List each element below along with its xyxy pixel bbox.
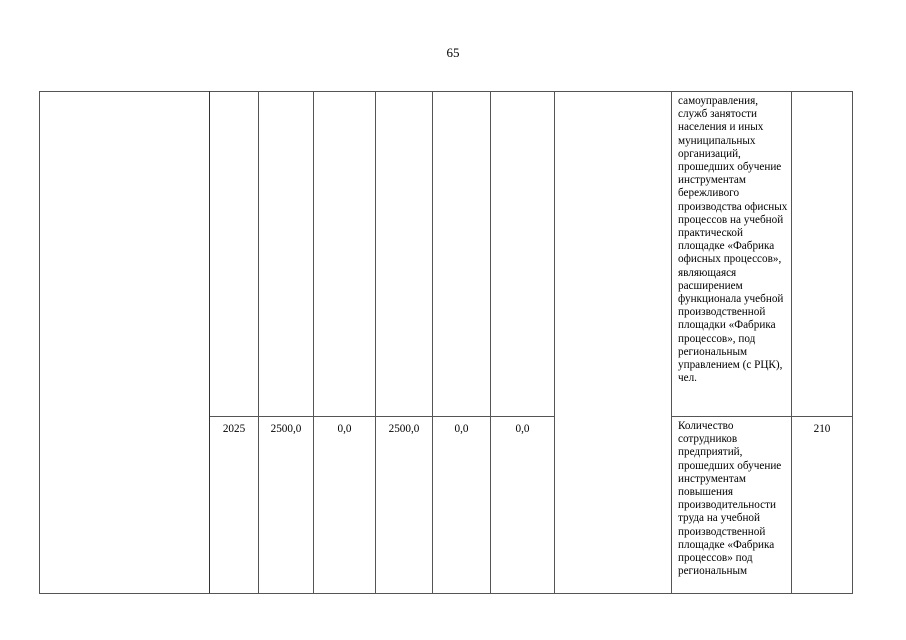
- extrabudget-cell: 0,0: [491, 417, 555, 594]
- regional-budget-cell: 2500,0: [376, 417, 433, 594]
- executor-cell: [555, 92, 672, 594]
- regional-budget-cell: [376, 92, 433, 417]
- target-value-cell: 210: [792, 417, 853, 594]
- program-table: [39, 91, 853, 594]
- extrabudget-cell: [491, 92, 555, 417]
- measure-name-cell: [40, 92, 210, 594]
- target-value-cell: [792, 92, 853, 417]
- page-number: 65: [446, 45, 460, 60]
- table-row: [40, 92, 853, 417]
- municipal-budget-cell: 0,0: [433, 417, 491, 594]
- municipal-budget-cell: [433, 92, 491, 417]
- total-cell: 2500,0: [259, 417, 314, 594]
- year-cell: [210, 92, 259, 417]
- federal-budget-cell: 0,0: [314, 417, 376, 594]
- indicator-cell: Количество сотрудников предприятий, прошедших обучение инструментам повышения производительности труда на учебной производственной площадке «Фабрика процессов» под региональным: [672, 417, 792, 594]
- federal-budget-cell: [314, 92, 376, 417]
- indicator-cell: самоуправления, служб занятости населения и иных муниципальных организаций, прошедших обучение инструментам бережливого производства офисных процессов на учебной практической площадке «Фабрика офисных процессов», являющаяся расширением функционала учебной производственной площадки «Фабрика процессов», под региональным управлением (с РЦК), чел.: [672, 92, 792, 417]
- year-cell: 2025: [210, 417, 259, 594]
- total-cell: [259, 92, 314, 417]
